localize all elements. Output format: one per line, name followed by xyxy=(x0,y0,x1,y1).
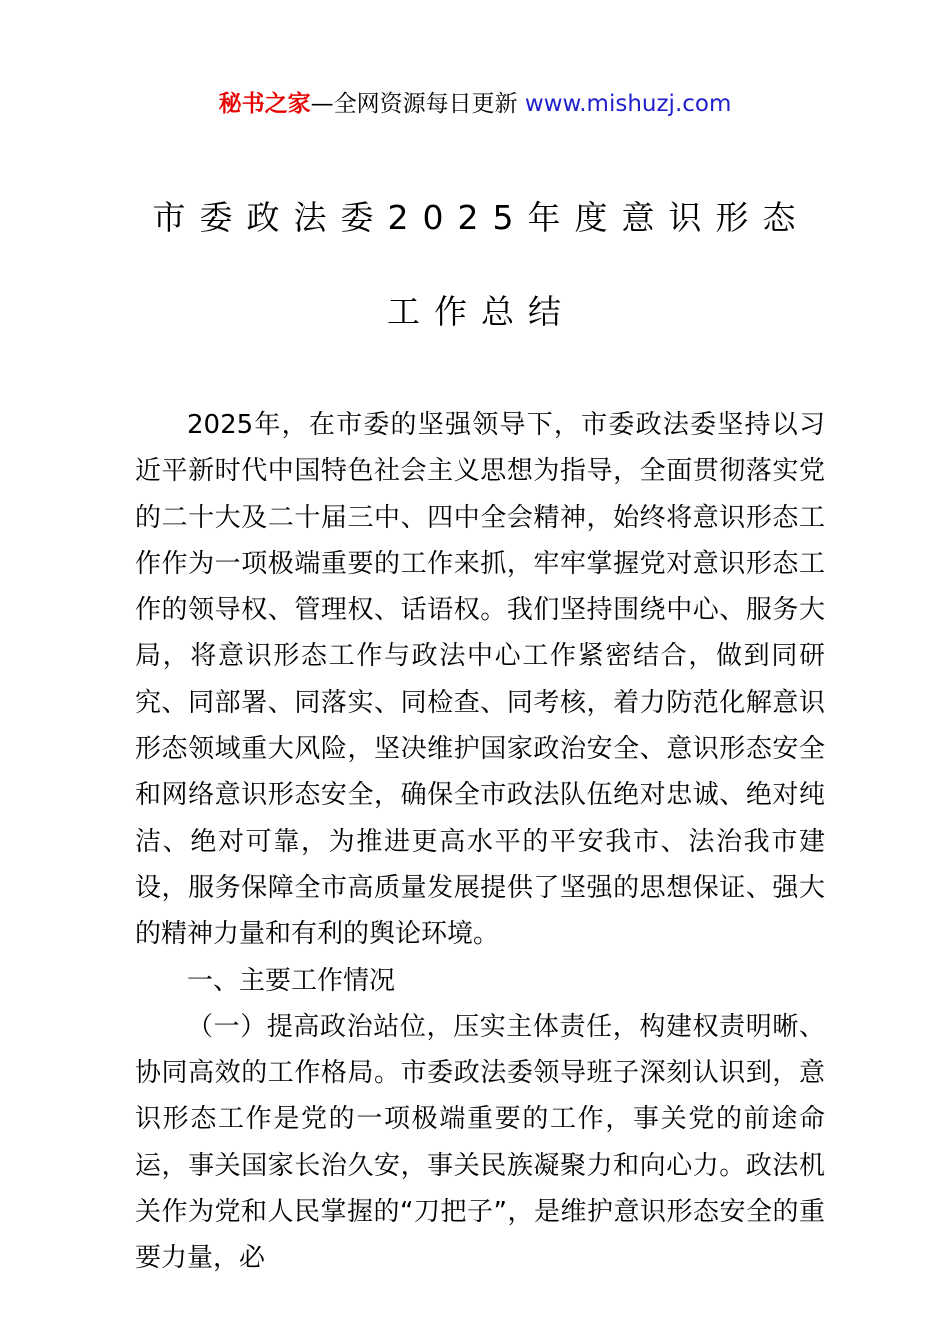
site-header xyxy=(0,88,950,120)
document-title-line-1: 市委政法委2025年度意识形态 xyxy=(152,198,810,237)
intro-paragraph: 2025年，在市委的坚强领导下，市委政法委坚持以习近平新时代中国特色社会主义思想为指导，全面贯彻落实党的二十大及二十届三中、四中全会精神，始终将意识形态工作作为一项极端重要的工作来抓，牢牢掌握党对意识形态工作的领导权、管理权、话语权。我们坚持围绕中心、服务大局，将意识形态工作与政法中心工作紧密结合，做到同研究、同部署、同落实、同检查、同考核，着力防范化解意识形态领域重大风险，坚决维护国家政治安全、意识形态安全和网络意识形态安全，确保全市政法队伍绝对忠诚、绝对纯洁、绝对可靠，为推进更高水平的平安我市、法治我市建设，服务保障全市高质量发展提供了坚强的思想保证、强大的精神力量和有利的舆论环境。 xyxy=(135,410,825,950)
document-title-line-2: 工作总结 xyxy=(387,292,575,331)
document-body xyxy=(135,402,825,1282)
section-heading: 一、主要工作情况 xyxy=(187,965,396,996)
subsection-paragraph: （一）提高政治站位，压实主体责任，构建权责明晰、协同高效的工作格局。市委政法委领导班子深刻认识到，意识形态工作是党的一项极端重要的工作，事关党的前途命运，事关国家长治久安，事关民族凝聚力和向心力。政法机关作为党和人民掌握的“刀把子”，是维护意识形态安全的重要力量，必 xyxy=(135,1011,825,1274)
site-url-link[interactable]: www.mishuzj.com xyxy=(524,91,732,117)
site-brand: 秘书之家 xyxy=(218,91,311,117)
site-tagline: —全网资源每日更新 xyxy=(310,91,525,117)
